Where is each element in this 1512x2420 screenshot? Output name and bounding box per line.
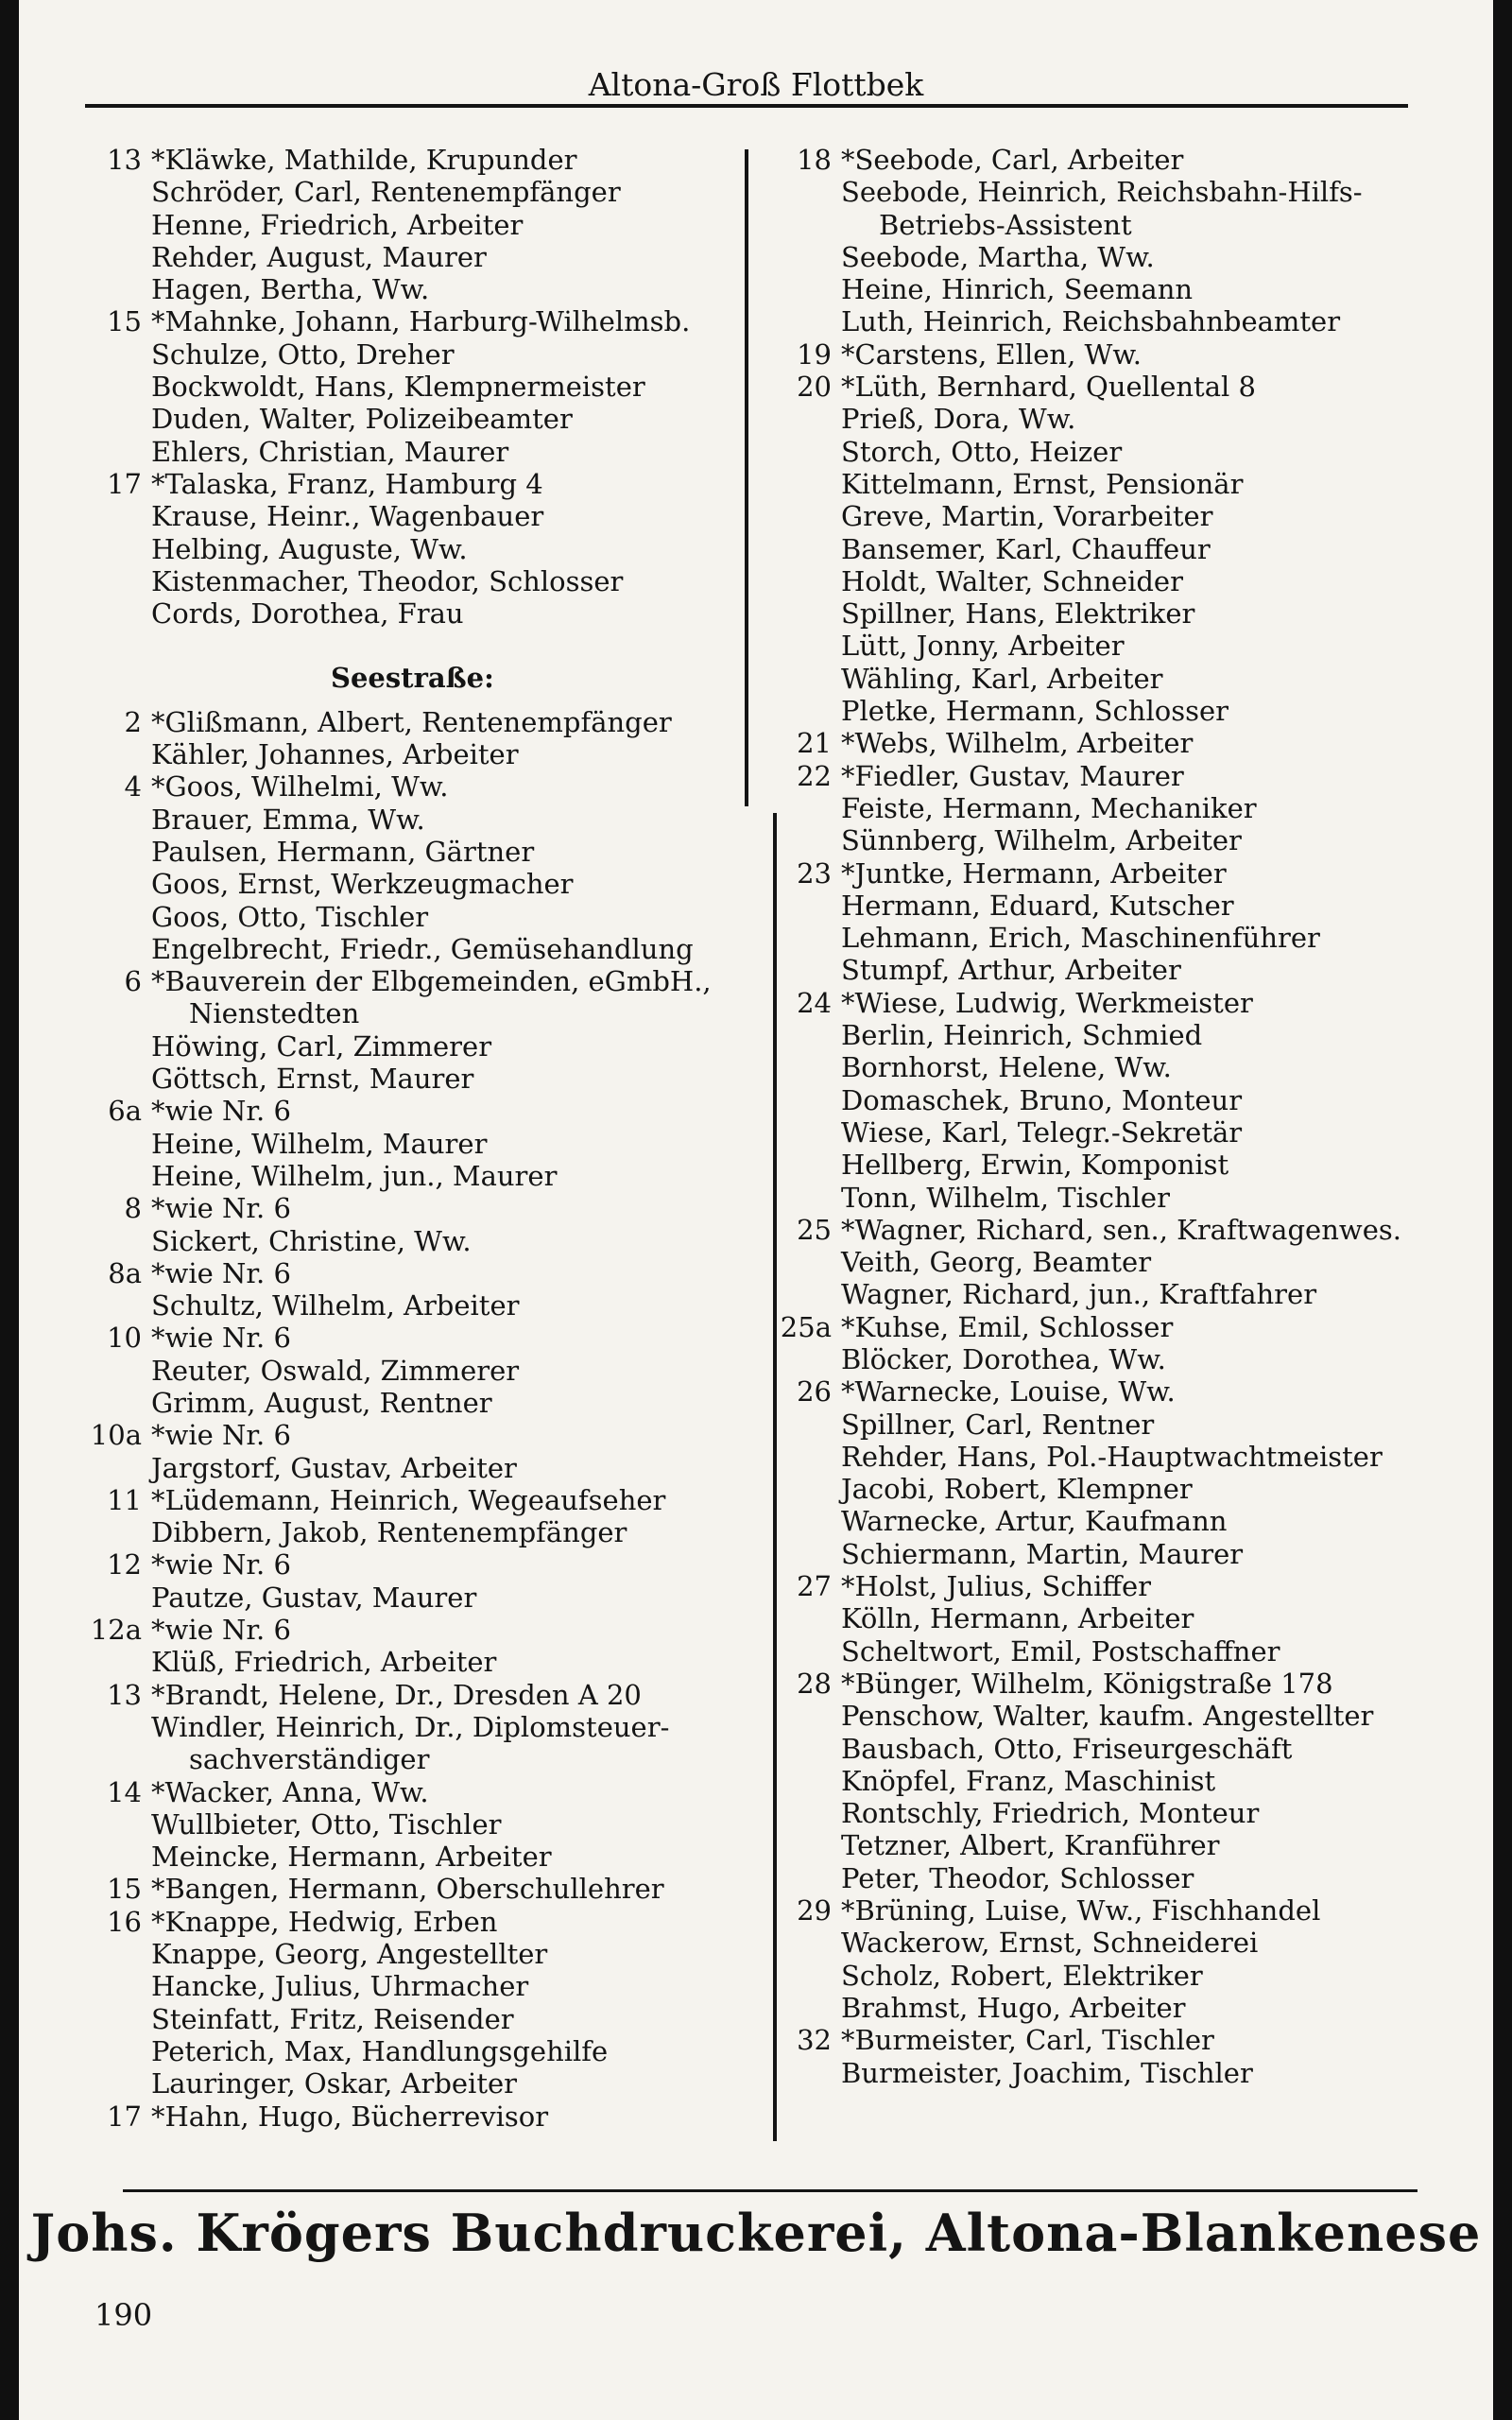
resident-text: *Wiese, Ludwig, Werkmeister [841, 986, 1253, 1019]
resident-entry [76, 338, 775, 371]
resident-entry [76, 1387, 775, 1419]
resident-text: Wackerow, Ernst, Schneiderei [841, 1927, 1259, 1960]
resident-text: *Bangen, Hermann, Oberschullehrer [151, 1873, 664, 1906]
resident-text: *Bünger, Wilhelm, Königstraße 178 [841, 1667, 1333, 1700]
resident-entry [765, 209, 1503, 241]
house-entry [765, 857, 1503, 890]
resident-entry [765, 1927, 1503, 1959]
resident-text: Betriebs-Assistent [879, 208, 1132, 241]
resident-entry [765, 597, 1503, 630]
printer-imprint: Johs. Krögers Buchdruckerei, Altona-Blankenese [30, 2203, 1482, 2263]
resident-entry [765, 1084, 1503, 1116]
resident-entry [765, 1829, 1503, 1861]
resident-text: *wie Nr. 6 [151, 1192, 291, 1225]
resident-text: *Fiedler, Gustav, Maurer [841, 759, 1184, 792]
house-entry [765, 1668, 1503, 1700]
resident-entry [765, 663, 1503, 695]
resident-text: Knöpfel, Franz, Maschinist [841, 1764, 1216, 1797]
right-column [765, 144, 1503, 2089]
resident-text: Goos, Otto, Tischler [151, 900, 429, 933]
house-entry [76, 2100, 775, 2133]
resident-entry [765, 2057, 1503, 2089]
house-number: 17 [107, 2100, 142, 2133]
resident-text: Spillner, Hans, Elektriker [841, 597, 1195, 631]
house-entry [765, 144, 1503, 176]
resident-entry [76, 565, 775, 597]
resident-text: Krause, Heinr., Wagenbauer [151, 500, 544, 533]
resident-entry [76, 1970, 775, 2002]
resident-text: Kistenmacher, Theodor, Schlosser [151, 564, 624, 597]
resident-text: Schröder, Carl, Rentenempfänger [151, 176, 621, 209]
house-number: 25a [780, 1310, 832, 1343]
house-number: 27 [797, 1570, 832, 1603]
house-entry [765, 987, 1503, 1019]
resident-text: *Goos, Wilhelmi, Ww. [151, 770, 449, 804]
resident-entry [765, 273, 1503, 305]
resident-entry [765, 1441, 1503, 1473]
house-entry [76, 1095, 775, 1127]
resident-text: Paulsen, Hermann, Gärtner [151, 835, 535, 868]
house-number: 12a [90, 1614, 142, 1647]
resident-text: Knappe, Georg, Angestellter [151, 1938, 548, 1971]
resident-text: Holdt, Walter, Schneider [841, 564, 1183, 597]
house-entry [76, 1906, 775, 1938]
resident-entry [765, 922, 1503, 954]
resident-text: Bausbach, Otto, Friseurgeschäft [841, 1732, 1293, 1765]
house-number: 15 [107, 1873, 142, 1906]
resident-text: *Kläwke, Mathilde, Krupunder [151, 144, 577, 176]
house-number: 19 [797, 337, 832, 371]
resident-entry [765, 1182, 1503, 1214]
house-entry [76, 1484, 775, 1516]
resident-entry [765, 1700, 1503, 1732]
house-number: 4 [124, 770, 142, 804]
resident-text: Lauringer, Oskar, Arbeiter [151, 2067, 517, 2100]
resident-entry [765, 1019, 1503, 1051]
house-entry [76, 144, 775, 176]
resident-entry [765, 954, 1503, 986]
resident-text: sachverständiger [189, 1743, 430, 1776]
house-entry [76, 1322, 775, 1354]
resident-entry [76, 738, 775, 770]
resident-entry [765, 1343, 1503, 1375]
resident-entry [76, 1355, 775, 1387]
resident-text: Heine, Wilhelm, Maurer [151, 1127, 488, 1160]
resident-text: Nienstedten [189, 997, 360, 1030]
resident-text: Peter, Theodor, Schlosser [841, 1861, 1194, 1894]
resident-entry [765, 792, 1503, 824]
house-number: 32 [797, 2024, 832, 2057]
resident-entry [765, 241, 1503, 273]
resident-text: Wagner, Richard, jun., Kraftfahrer [841, 1278, 1317, 1311]
house-number: 10 [107, 1322, 142, 1355]
resident-text: Helbing, Auguste, Ww. [151, 532, 468, 565]
resident-text: Engelbrecht, Friedr., Gemüsehandlung [151, 932, 694, 965]
resident-text: *Lüdemann, Heinrich, Wegeaufseher [151, 1483, 666, 1516]
resident-text: *Seebode, Carl, Arbeiter [841, 144, 1184, 176]
resident-text: Sickert, Christine, Ww. [151, 1224, 472, 1257]
resident-text: Bansemer, Karl, Chauffeur [841, 532, 1211, 565]
resident-text: *Glißmann, Albert, Rentenempfänger [151, 705, 672, 738]
resident-entry [76, 1128, 775, 1160]
resident-entry [76, 209, 775, 241]
house-number: 16 [107, 1905, 142, 1938]
resident-entry [76, 2003, 775, 2035]
house-entry [765, 1375, 1503, 1408]
resident-entry [765, 1051, 1503, 1083]
resident-entry [76, 804, 775, 836]
resident-entry [765, 436, 1503, 468]
house-entry [76, 1257, 775, 1289]
house-entry [765, 371, 1503, 403]
resident-text: Hermann, Eduard, Kutscher [841, 889, 1234, 922]
resident-text: *wie Nr. 6 [151, 1322, 291, 1355]
resident-text: Windler, Heinrich, Dr., Diplomsteuer- [151, 1710, 670, 1743]
house-entry [76, 1419, 775, 1451]
resident-entry [76, 1160, 775, 1192]
resident-text: Stumpf, Arthur, Arbeiter [841, 954, 1181, 987]
house-number: 25 [797, 1213, 832, 1246]
house-number: 22 [797, 759, 832, 792]
resident-text: Brauer, Emma, Ww. [151, 803, 425, 836]
resident-entry [765, 1409, 1503, 1441]
house-number: 24 [797, 986, 832, 1019]
house-entry [76, 1548, 775, 1581]
house-number: 12 [107, 1548, 142, 1582]
resident-text: Steinfatt, Fritz, Reisender [151, 2002, 514, 2035]
resident-entry [76, 997, 775, 1029]
resident-text: Prieß, Dora, Ww. [841, 403, 1076, 436]
house-entry [76, 1873, 775, 1905]
resident-entry [765, 500, 1503, 532]
resident-text: Hellberg, Erwin, Komponist [841, 1149, 1229, 1182]
resident-text: Hagen, Bertha, Ww. [151, 273, 430, 306]
resident-text: *Kuhse, Emil, Schlosser [841, 1310, 1174, 1343]
resident-entry [765, 1765, 1503, 1797]
resident-entry [765, 1116, 1503, 1149]
resident-entry [765, 468, 1503, 500]
resident-entry [765, 1992, 1503, 2024]
resident-entry [76, 1711, 775, 1743]
resident-text: Scholz, Robert, Elektriker [841, 1959, 1203, 1992]
house-number: 29 [797, 1894, 832, 1927]
resident-entry [76, 1225, 775, 1257]
column-divider-upper [745, 149, 748, 806]
house-entry [765, 1311, 1503, 1343]
resident-text: Tetzner, Albert, Kranführer [841, 1829, 1220, 1862]
resident-entry [76, 533, 775, 565]
resident-text: *Warnecke, Louise, Ww. [841, 1375, 1176, 1409]
house-entry [765, 338, 1503, 371]
resident-text: Penschow, Walter, kaufm. Angestellter [841, 1700, 1374, 1733]
resident-text: Dibbern, Jakob, Rentenempfänger [151, 1516, 627, 1549]
resident-entry [76, 868, 775, 900]
resident-text: Warnecke, Artur, Kaufmann [841, 1505, 1228, 1538]
resident-text: Domaschek, Bruno, Monteur [841, 1083, 1243, 1116]
resident-entry [765, 1149, 1503, 1181]
resident-text: Kölln, Hermann, Arbeiter [841, 1602, 1194, 1635]
resident-entry [76, 1063, 775, 1095]
house-entry [76, 1614, 775, 1646]
resident-text: *Juntke, Hermann, Arbeiter [841, 856, 1227, 890]
resident-text: Ehlers, Christian, Maurer [151, 435, 509, 468]
resident-text: Feiste, Hermann, Mechaniker [841, 791, 1257, 824]
house-number: 14 [107, 1775, 142, 1808]
house-entry [76, 770, 775, 803]
resident-text: Luth, Heinrich, Reichsbahnbeamter [841, 305, 1341, 338]
resident-text: *wie Nr. 6 [151, 1419, 291, 1452]
resident-text: *Hahn, Hugo, Bücherrevisor [151, 2100, 549, 2133]
house-entry [765, 727, 1503, 759]
house-number: 13 [107, 144, 142, 176]
house-entry [765, 1214, 1503, 1246]
resident-entry [76, 2035, 775, 2067]
bottom-rule [123, 2189, 1418, 2192]
resident-text: Greve, Martin, Vorarbeiter [841, 500, 1213, 533]
resident-text: Rehder, Hans, Pol.-Hauptwachtmeister [841, 1440, 1383, 1473]
resident-entry [76, 597, 775, 630]
resident-entry [765, 1278, 1503, 1310]
resident-entry [76, 1841, 775, 1873]
resident-entry [765, 533, 1503, 565]
resident-entry [765, 630, 1503, 662]
resident-text: Pletke, Hermann, Schlosser [841, 695, 1228, 728]
house-entry [765, 1894, 1503, 1927]
resident-text: Jacobi, Robert, Klempner [841, 1473, 1193, 1506]
resident-text: Schultz, Wilhelm, Arbeiter [151, 1289, 520, 1322]
resident-text: *Webs, Wilhelm, Arbeiter [841, 727, 1194, 760]
resident-text: Wullbieter, Otto, Tischler [151, 1807, 502, 1841]
resident-text: Cords, Dorothea, Frau [151, 597, 464, 631]
resident-text: Burmeister, Joachim, Tischler [841, 2056, 1253, 2089]
resident-text: Rehder, August, Maurer [151, 240, 487, 273]
resident-entry [76, 176, 775, 208]
resident-text: *Mahnke, Johann, Harburg-Wilhelmsb. [151, 305, 691, 338]
house-number: 8 [124, 1192, 142, 1225]
resident-entry [76, 1516, 775, 1548]
resident-entry [765, 1797, 1503, 1829]
house-number: 13 [107, 1678, 142, 1711]
resident-text: Tonn, Wilhelm, Tischler [841, 1181, 1170, 1214]
resident-entry [765, 1960, 1503, 1992]
resident-text: Seebode, Heinrich, Reichsbahn-Hilfs- [841, 176, 1363, 209]
house-entry [76, 1192, 775, 1224]
resident-text: Höwing, Carl, Zimmerer [151, 1029, 492, 1063]
resident-text: Klüß, Friedrich, Arbeiter [151, 1646, 497, 1679]
street-heading: Seestraße: [331, 662, 494, 695]
house-entry [76, 468, 775, 500]
resident-text: Kittelmann, Ernst, Pensionär [841, 467, 1244, 500]
resident-text: Bockwoldt, Hans, Klempnermeister [151, 371, 645, 404]
resident-text: Bornhorst, Helene, Ww. [841, 1051, 1172, 1084]
house-number: 8a [108, 1256, 142, 1289]
resident-text: Wiese, Karl, Telegr.-Sekretär [841, 1115, 1243, 1149]
resident-text: *Lüth, Bernhard, Quellental 8 [841, 371, 1256, 404]
resident-text: *Carstens, Ellen, Ww. [841, 337, 1142, 371]
resident-text: *Wacker, Anna, Ww. [151, 1775, 429, 1808]
resident-text: *Wagner, Richard, sen., Kraftwagenwes. [841, 1213, 1401, 1246]
resident-text: Göttsch, Ernst, Maurer [151, 1063, 474, 1096]
house-number: 15 [107, 305, 142, 338]
resident-text: Jargstorf, Gustav, Arbeiter [151, 1451, 517, 1484]
resident-entry [76, 1743, 775, 1775]
resident-text: Lehmann, Erich, Maschinenführer [841, 922, 1320, 955]
resident-entry [76, 933, 775, 965]
resident-entry [76, 1030, 775, 1063]
resident-entry [765, 890, 1503, 922]
house-number: 23 [797, 856, 832, 890]
resident-text: Goos, Ernst, Werkzeugmacher [151, 868, 574, 901]
resident-entry [76, 1582, 775, 1614]
resident-text: *Bauverein der Elbgemeinden, eGmbH., [151, 965, 712, 998]
house-entry [76, 305, 775, 337]
resident-text: Sünnberg, Wilhelm, Arbeiter [841, 824, 1242, 857]
resident-entry [76, 1452, 775, 1484]
house-number: 2 [124, 705, 142, 738]
resident-text: Grimm, August, Rentner [151, 1386, 492, 1419]
resident-entry [76, 1289, 775, 1322]
house-entry [76, 1679, 775, 1711]
resident-entry [76, 241, 775, 273]
resident-entry [765, 565, 1503, 597]
resident-entry [765, 1505, 1503, 1537]
running-head: Altona-Groß Flottbek [588, 66, 924, 103]
resident-entry [765, 1862, 1503, 1894]
house-number: 26 [797, 1375, 832, 1409]
resident-text: Veith, Georg, Beamter [841, 1246, 1152, 1279]
house-number: 6a [108, 1095, 142, 1128]
house-entry [76, 706, 775, 738]
directory-page [19, 0, 1493, 2420]
house-entry [76, 965, 775, 997]
resident-entry [765, 1635, 1503, 1668]
resident-text: Lütt, Jonny, Arbeiter [841, 630, 1125, 663]
resident-text: Wähling, Karl, Arbeiter [841, 662, 1163, 695]
resident-text: Brahmst, Hugo, Arbeiter [841, 1991, 1186, 2024]
resident-text: *wie Nr. 6 [151, 1256, 291, 1289]
resident-text: Henne, Friedrich, Arbeiter [151, 208, 524, 241]
resident-text: Duden, Walter, Polizeibeamter [151, 403, 573, 436]
resident-text: Berlin, Heinrich, Schmied [841, 1019, 1203, 1052]
resident-entry [76, 1938, 775, 1970]
top-rule [85, 104, 1408, 108]
resident-text: Scheltwort, Emil, Postschaffner [841, 1634, 1280, 1668]
resident-entry [765, 695, 1503, 727]
resident-entry [765, 1473, 1503, 1505]
resident-text: *Knappe, Hedwig, Erben [151, 1905, 498, 1938]
resident-text: Peterich, Max, Handlungsgehilfe [151, 2034, 609, 2067]
house-number: 6 [124, 965, 142, 998]
resident-text: Storch, Otto, Heizer [841, 435, 1123, 468]
resident-entry [765, 1538, 1503, 1570]
resident-text: *Holst, Julius, Schiffer [841, 1570, 1152, 1603]
left-column [76, 144, 775, 2133]
resident-entry [76, 500, 775, 532]
resident-text: *Brandt, Helene, Dr., Dresden A 20 [151, 1678, 642, 1711]
resident-entry [76, 436, 775, 468]
resident-text: *Burmeister, Carl, Tischler [841, 2024, 1214, 2057]
resident-entry [76, 2067, 775, 2100]
resident-entry [765, 176, 1503, 208]
resident-entry [76, 371, 775, 403]
resident-entry [76, 1808, 775, 1841]
resident-entry [76, 901, 775, 933]
resident-text: Spillner, Carl, Rentner [841, 1408, 1155, 1441]
house-number: 20 [797, 371, 832, 404]
resident-text: Heine, Hinrich, Seemann [841, 273, 1194, 306]
resident-text: *wie Nr. 6 [151, 1095, 291, 1128]
resident-text: Rontschly, Friedrich, Monteur [841, 1797, 1260, 1830]
resident-entry [765, 1246, 1503, 1278]
resident-text: Seebode, Martha, Ww. [841, 240, 1155, 273]
house-number: 28 [797, 1667, 832, 1700]
resident-text: Hancke, Julius, Uhrmacher [151, 1970, 529, 2003]
house-entry [765, 1570, 1503, 1602]
resident-entry [76, 273, 775, 305]
resident-text: *wie Nr. 6 [151, 1548, 291, 1582]
house-entry [765, 760, 1503, 792]
house-number: 21 [797, 727, 832, 760]
resident-text: *Brüning, Luise, Ww., Fischhandel [841, 1894, 1321, 1927]
page-number: 190 [94, 2297, 153, 2333]
resident-entry [765, 305, 1503, 337]
resident-text: Kähler, Johannes, Arbeiter [151, 738, 519, 771]
resident-text: *wie Nr. 6 [151, 1614, 291, 1647]
resident-entry [765, 824, 1503, 856]
house-number: 11 [107, 1483, 142, 1516]
resident-entry [76, 1646, 775, 1678]
resident-text: *Talaska, Franz, Hamburg 4 [151, 467, 543, 500]
resident-entry [765, 1602, 1503, 1634]
house-number: 18 [797, 144, 832, 176]
house-entry [765, 2024, 1503, 2056]
resident-text: Meincke, Hermann, Arbeiter [151, 1841, 552, 1874]
resident-text: Schiermann, Martin, Maurer [841, 1537, 1244, 1570]
resident-text: Blöcker, Dorothea, Ww. [841, 1342, 1166, 1375]
house-entry [76, 1776, 775, 1808]
resident-entry [76, 403, 775, 435]
house-number: 17 [107, 467, 142, 500]
resident-text: Heine, Wilhelm, jun., Maurer [151, 1159, 558, 1192]
resident-text: Pautze, Gustav, Maurer [151, 1581, 477, 1614]
resident-text: Schulze, Otto, Dreher [151, 337, 455, 371]
resident-text: Reuter, Oswald, Zimmerer [151, 1354, 520, 1387]
resident-entry [76, 836, 775, 868]
resident-entry [765, 1733, 1503, 1765]
house-number: 10a [90, 1419, 142, 1452]
resident-entry [765, 403, 1503, 435]
